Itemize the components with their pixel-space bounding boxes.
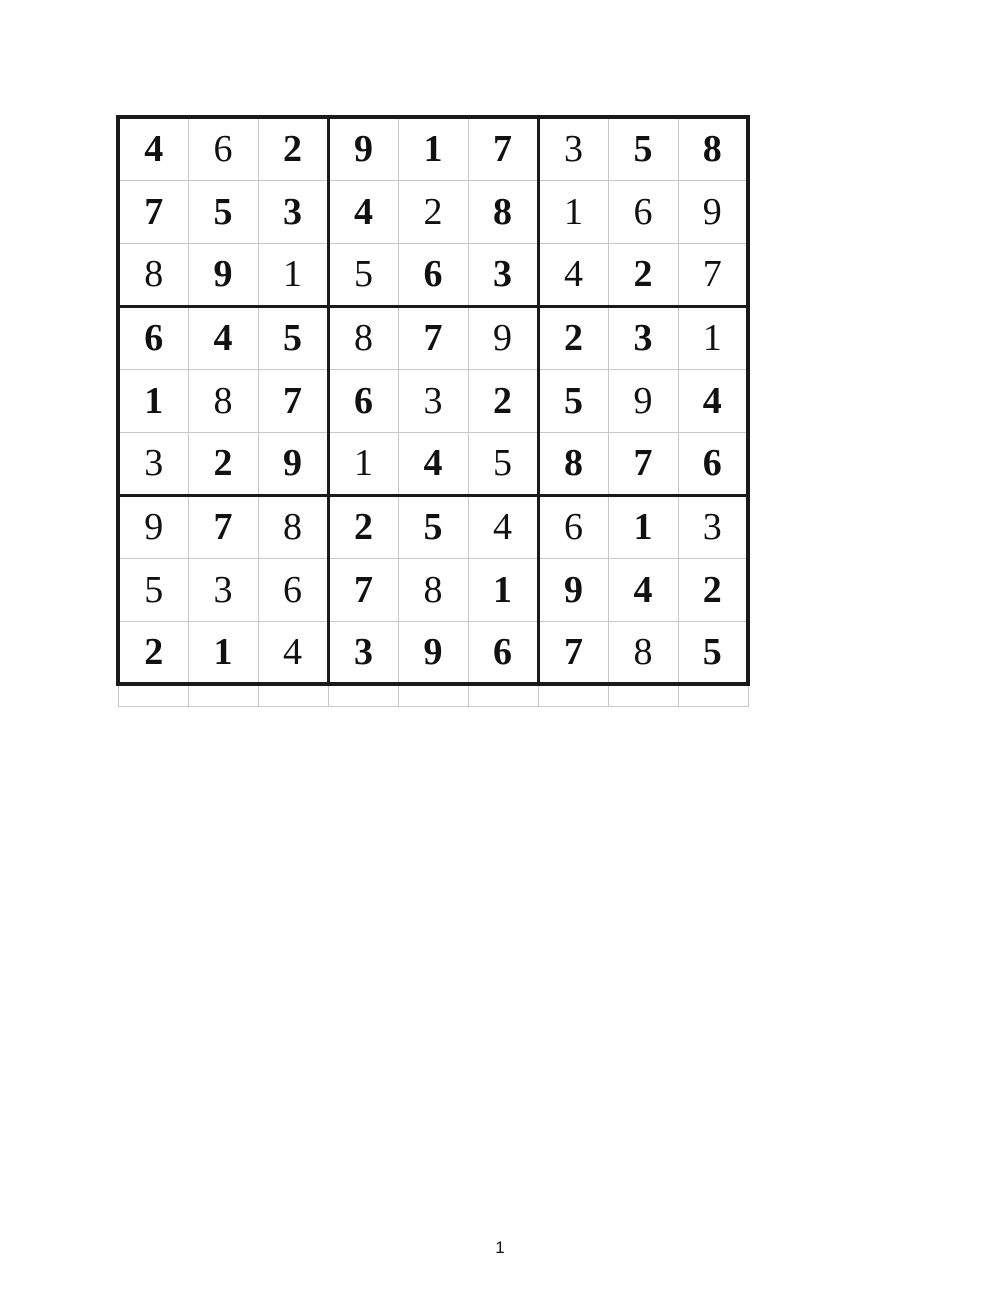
sudoku-cell-given[interactable]: 8 [538,432,608,495]
sudoku-cell-filled[interactable]: 1 [678,306,748,369]
sudoku-row [118,180,748,243]
sudoku-cell-filled[interactable]: 2 [398,180,468,243]
sudoku-cell-filled[interactable]: 3 [538,117,608,180]
sudoku-cell-given[interactable]: 7 [258,369,328,432]
sudoku-cell-given[interactable]: 6 [118,306,188,369]
sudoku-cell-given[interactable]: 6 [328,369,398,432]
sudoku-cell-filled[interactable]: 8 [328,306,398,369]
sudoku-cell-given[interactable]: 8 [468,180,538,243]
sudoku-cell-given[interactable]: 7 [608,432,678,495]
sudoku-row [118,243,748,306]
sudoku-cell-given[interactable]: 5 [258,306,328,369]
sudoku-cell-given[interactable]: 2 [468,369,538,432]
sudoku-cell-filled[interactable]: 6 [258,558,328,621]
sudoku-cell-given[interactable]: 8 [678,117,748,180]
empty-cell [118,684,188,706]
sudoku-cell-given[interactable]: 4 [328,180,398,243]
sudoku-cell-filled[interactable]: 4 [258,621,328,684]
sudoku-cell-given[interactable]: 7 [398,306,468,369]
sudoku-cell-given[interactable]: 7 [538,621,608,684]
empty-row [118,684,748,706]
sudoku-cell-given[interactable]: 6 [678,432,748,495]
sudoku-cell-given[interactable]: 4 [398,432,468,495]
sudoku-cell-given[interactable]: 6 [468,621,538,684]
sudoku-cell-filled[interactable]: 5 [328,243,398,306]
sudoku-cell-filled[interactable]: 9 [608,369,678,432]
sudoku-cell-given[interactable]: 4 [118,117,188,180]
sudoku-cell-given[interactable]: 5 [538,369,608,432]
empty-cell [328,684,398,706]
sudoku-cell-filled[interactable]: 1 [328,432,398,495]
sudoku-cell-filled[interactable]: 9 [468,306,538,369]
sudoku-cell-filled[interactable]: 3 [398,369,468,432]
sudoku-cell-given[interactable]: 9 [328,117,398,180]
sudoku-cell-given[interactable]: 6 [398,243,468,306]
empty-cell [608,684,678,706]
empty-cell [538,684,608,706]
sudoku-cell-given[interactable]: 9 [188,243,258,306]
sudoku-cell-filled[interactable]: 8 [188,369,258,432]
sudoku-row [118,558,748,621]
sudoku-cell-filled[interactable]: 4 [468,495,538,558]
sudoku-cell-given[interactable]: 2 [538,306,608,369]
sudoku-cell-given[interactable]: 1 [118,369,188,432]
sudoku-cell-filled[interactable]: 1 [258,243,328,306]
sudoku-cell-given[interactable]: 4 [678,369,748,432]
sudoku-cell-given[interactable]: 2 [678,558,748,621]
sudoku-cell-filled[interactable]: 8 [398,558,468,621]
sudoku-cell-given[interactable]: 2 [118,621,188,684]
sudoku-cell-filled[interactable]: 3 [118,432,188,495]
sudoku-cell-given[interactable]: 1 [468,558,538,621]
sudoku-cell-given[interactable]: 7 [188,495,258,558]
empty-cell [468,684,538,706]
page-number: 1 [495,1238,505,1257]
sudoku-cell-filled[interactable]: 9 [118,495,188,558]
empty-cell [398,684,468,706]
sudoku-cell-given[interactable]: 5 [188,180,258,243]
sudoku-cell-given[interactable]: 3 [328,621,398,684]
sudoku-cell-given[interactable]: 2 [608,243,678,306]
sudoku-cell-filled[interactable]: 7 [678,243,748,306]
sudoku-cell-given[interactable]: 9 [258,432,328,495]
empty-cell [678,684,748,706]
sudoku-cell-given[interactable]: 3 [258,180,328,243]
sudoku-row [118,306,748,369]
sudoku-cell-given[interactable]: 7 [468,117,538,180]
sudoku-cell-given[interactable]: 7 [118,180,188,243]
sudoku-cell-given[interactable]: 4 [188,306,258,369]
sudoku-cell-given[interactable]: 2 [328,495,398,558]
sudoku-cell-given[interactable]: 1 [608,495,678,558]
sudoku-cell-filled[interactable]: 5 [118,558,188,621]
sudoku-cell-given[interactable]: 9 [538,558,608,621]
sudoku-cell-filled[interactable]: 8 [118,243,188,306]
empty-cell [188,684,258,706]
sudoku-cell-given[interactable]: 1 [188,621,258,684]
sudoku-cell-given[interactable]: 5 [398,495,468,558]
sudoku-cell-given[interactable]: 7 [328,558,398,621]
sudoku-cell-given[interactable]: 9 [398,621,468,684]
sudoku-cell-given[interactable]: 5 [608,117,678,180]
sudoku-grid [116,115,750,707]
sudoku-cell-filled[interactable]: 3 [188,558,258,621]
sudoku-row [118,117,748,180]
sudoku-cell-filled[interactable]: 3 [678,495,748,558]
sudoku-cell-given[interactable]: 3 [608,306,678,369]
sudoku-cell-filled[interactable]: 8 [258,495,328,558]
sudoku-cell-given[interactable]: 1 [398,117,468,180]
sudoku-cell-filled[interactable]: 1 [538,180,608,243]
sudoku-cell-given[interactable]: 4 [608,558,678,621]
sudoku-cell-filled[interactable]: 9 [678,180,748,243]
sudoku-cell-filled[interactable]: 6 [538,495,608,558]
sudoku-cell-filled[interactable]: 5 [468,432,538,495]
sudoku-row [118,369,748,432]
sudoku-cell-given[interactable]: 2 [188,432,258,495]
sudoku-row [118,495,748,558]
sudoku-cell-given[interactable]: 2 [258,117,328,180]
sudoku-board [116,115,750,707]
empty-cell [258,684,328,706]
sudoku-cell-filled[interactable]: 8 [608,621,678,684]
sudoku-cell-given[interactable]: 5 [678,621,748,684]
sudoku-row [118,621,748,684]
sudoku-cell-filled[interactable]: 6 [608,180,678,243]
sudoku-cell-filled[interactable]: 6 [188,117,258,180]
sudoku-cell-given[interactable]: 3 [468,243,538,306]
sudoku-cell-filled[interactable]: 4 [538,243,608,306]
sudoku-row [118,432,748,495]
